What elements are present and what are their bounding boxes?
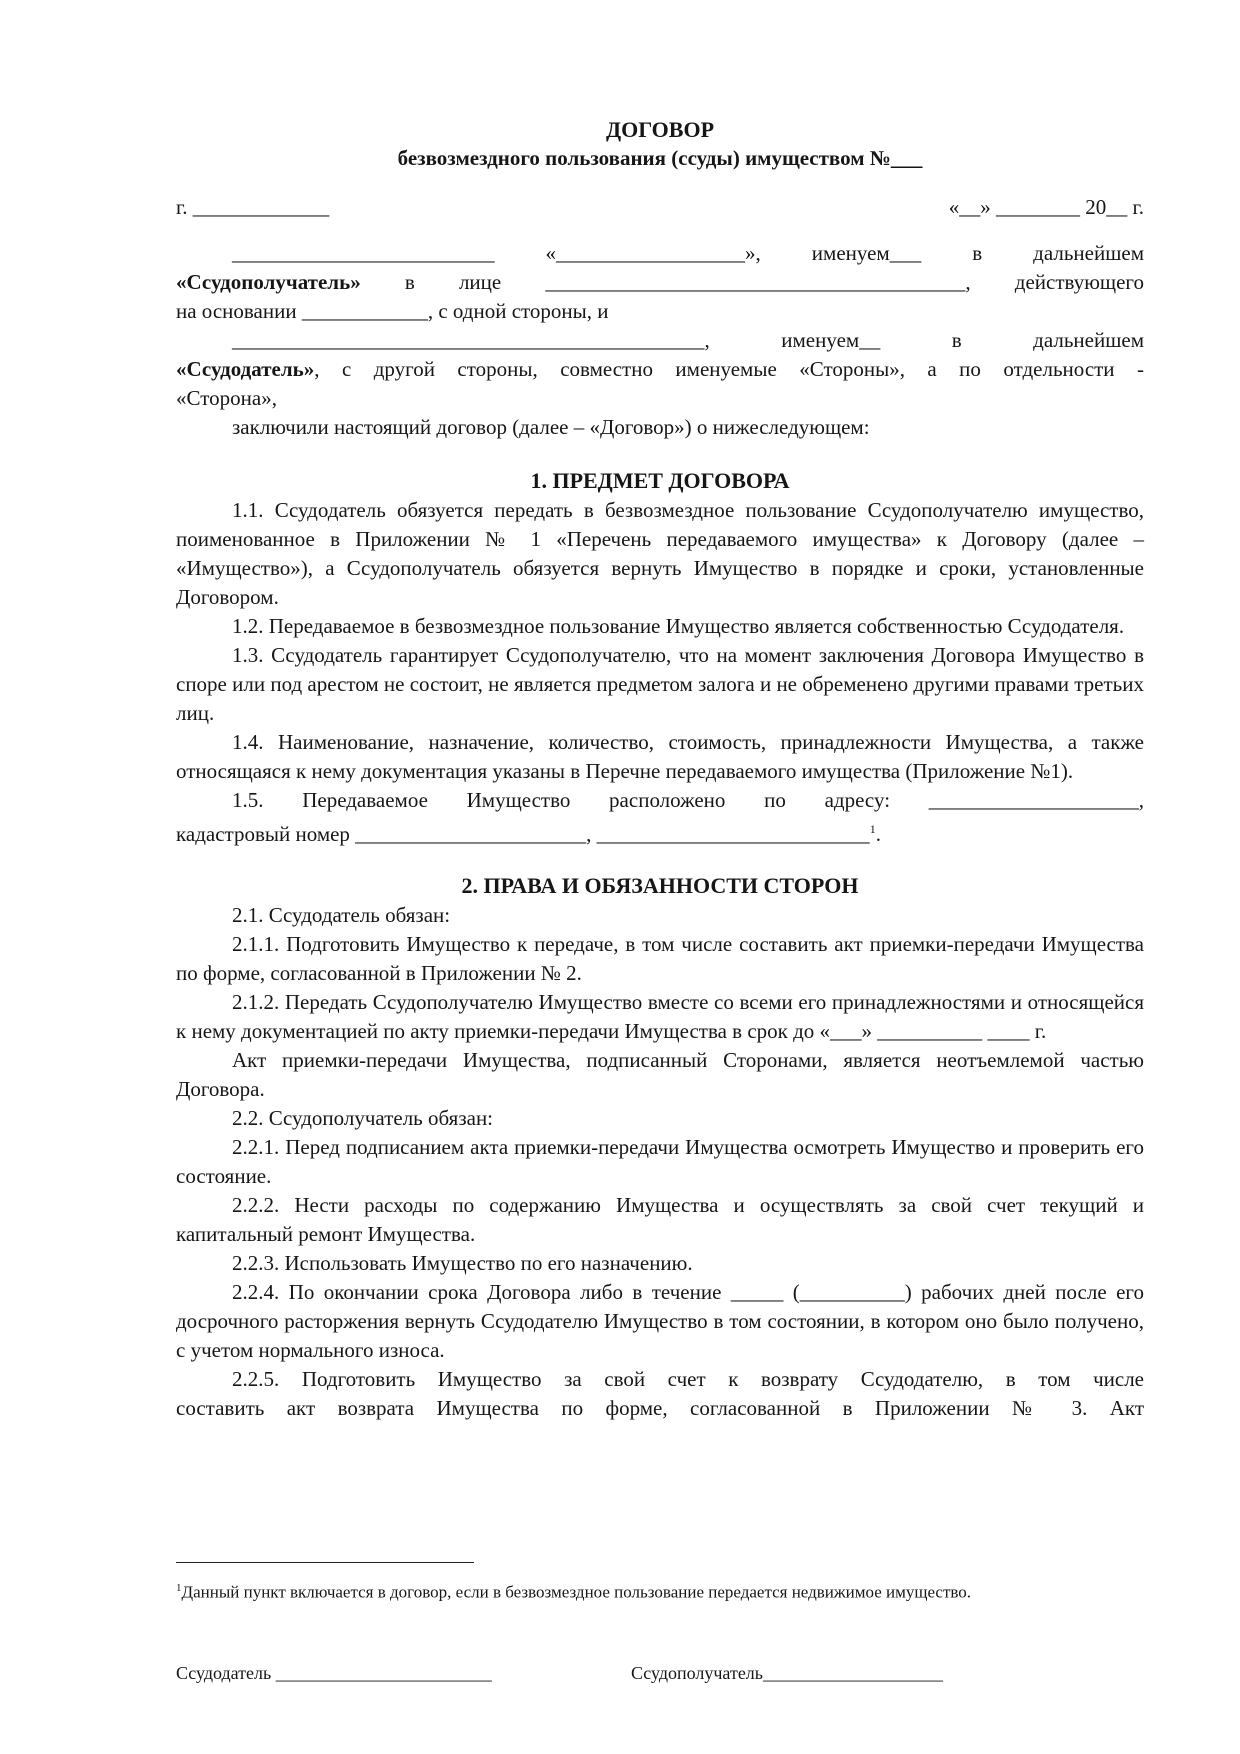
preamble-line-1-text: _________________________ «__________________», именуем___ в дальнейшем — [232, 241, 1144, 265]
preamble-line-1 — [176, 239, 1144, 268]
document-body — [176, 116, 1144, 1423]
lender-signature-line: Ссудодатель ________________________ — [176, 1663, 492, 1683]
clause-2-2-1: 2.2.1. Перед подписанием акта приемки-передачи Имущества осмотреть Имущество и проверить его состояние. — [176, 1135, 1144, 1188]
footnote-text: Данный пункт включается в договор, если в безвозмездное пользование передается недвижимое имущество. — [181, 1582, 972, 1602]
section-1-heading: 1. ПРЕДМЕТ ДОГОВОРА — [530, 468, 790, 493]
clause-2-1-1: 2.1.1. Подготовить Имущество к передаче, в том числе составить акт приемки-передачи Имущества по форме, согласованной в Приложении № 2. — [176, 932, 1144, 985]
document-title: ДОГОВОР — [605, 117, 715, 142]
clause-2-2-2: 2.2.2. Нести расходы по содержанию Имущества и осуществлять за свой счет текущий и капитальный ремонт Имущества. — [176, 1193, 1144, 1246]
clause-1-1: 1.1. Ссудодатель обязуется передать в безвозмездное пользование Ссудополучателю имущество, поименованное в Приложении № 1 «Перечень передаваемого имущества» к Договору (далее – «Имущество»), а Ссудополучатель обязуется вернуть Имущество в порядке и сроки, установленные Договором. — [176, 498, 1144, 609]
clause-2-2-5-line-1: 2.2.5. Подготовить Имущество за свой счет к возврату Ссудодателю, в том числе — [232, 1367, 1144, 1391]
place-date-row — [176, 193, 1144, 221]
clause-1-5-line-1: 1.5. Передаваемое Имущество расположено по адресу: ____________________, — [232, 788, 1144, 812]
city-field: г. _____________ — [176, 195, 330, 219]
preamble — [176, 239, 1144, 442]
footnote-mark: 1 — [176, 1582, 182, 1594]
clause-1-5-line-2 — [176, 815, 1144, 849]
footnote — [176, 1576, 1096, 1605]
clause-1-3: 1.3. Ссудодатель гарантирует Ссудополучателю, что на момент заключения Договора Имущество в споре или под арестом не состоит, не является предметом залога и не обременено другими правами третьих лиц. — [176, 643, 1144, 725]
clause-2-1-2: 2.1.2. Передать Ссудополучателю Имущество вместе со всеми его принадлежностями и относящейся к нему документацией по акту приемки-передачи Имущества в срок до «___» __________ ____ г. — [176, 990, 1144, 1043]
lender-role: «Ссудодатель» — [176, 357, 315, 381]
footnote-ref: 1 — [869, 822, 876, 836]
act-paragraph: Акт приемки-передачи Имущества, подписанный Сторонами, является неотъемлемой частью Договора. — [176, 1048, 1144, 1101]
borrower-role: «Ссудополучатель» — [176, 270, 361, 294]
preamble-line-4: _____________________________________________, именуем__ в дальнейшем — [232, 328, 1144, 352]
clause-2-2-5-line-2: составить акт возврата Имущества по форме, согласованной в Приложении № 3. Акт — [176, 1396, 1144, 1420]
clause-1-5-end: . — [875, 822, 881, 846]
borrower-signature-line: Ссудополучатель____________________ — [631, 1663, 944, 1683]
signature-row — [176, 1660, 1076, 1686]
clause-1-5-cadastral: кадастровый номер ______________________, __________________________ — [176, 822, 870, 846]
clause-2-2: 2.2. Ссудополучатель обязан: — [232, 1106, 494, 1130]
footnote-separator — [176, 1562, 474, 1563]
clause-2-1: 2.1. Ссудодатель обязан: — [232, 903, 451, 927]
preamble-line-3: на основании ____________, с одной стороны, и — [176, 299, 609, 323]
preamble-line-5-text: , с другой стороны, совместно именуемые «Стороны», а по отдельности - — [314, 357, 1144, 381]
clause-1-2: 1.2. Передаваемое в безвозмездное пользование Имущество является собственностью Ссудодателя. — [232, 614, 1125, 638]
clause-2-2-4: 2.2.4. По окончании срока Договора либо в течение _____ (__________) рабочих дней после его досрочного расторжения вернуть Ссудодателю Имущество в том состоянии, в котором оно было получено, с учетом нормального износа. — [176, 1280, 1144, 1362]
section-2-heading: 2. ПРАВА И ОБЯЗАННОСТИ СТОРОН — [461, 873, 859, 898]
document-subtitle: безвозмездного пользования (ссуды) имуществом №___ — [397, 146, 923, 170]
preamble-line-6: «Сторона», — [176, 386, 277, 410]
clause-1-4: 1.4. Наименование, назначение, количество, стоимость, принадлежности Имущества, а также относящаяся к нему документация указаны в Перечне передаваемого имущества (Приложение №1). — [176, 730, 1144, 783]
preamble-line-7: заключили настоящий договор (далее – «Договор») о нижеследующем: — [232, 415, 870, 439]
preamble-line-2-text: в лице ________________________________________, действующего — [360, 270, 1144, 294]
date-field: «__» ________ 20__ г. — [948, 195, 1144, 219]
preamble-line-5 — [176, 355, 1144, 384]
preamble-line-2 — [176, 268, 1144, 297]
clause-2-2-3: 2.2.3. Использовать Имущество по его назначению. — [232, 1251, 693, 1275]
